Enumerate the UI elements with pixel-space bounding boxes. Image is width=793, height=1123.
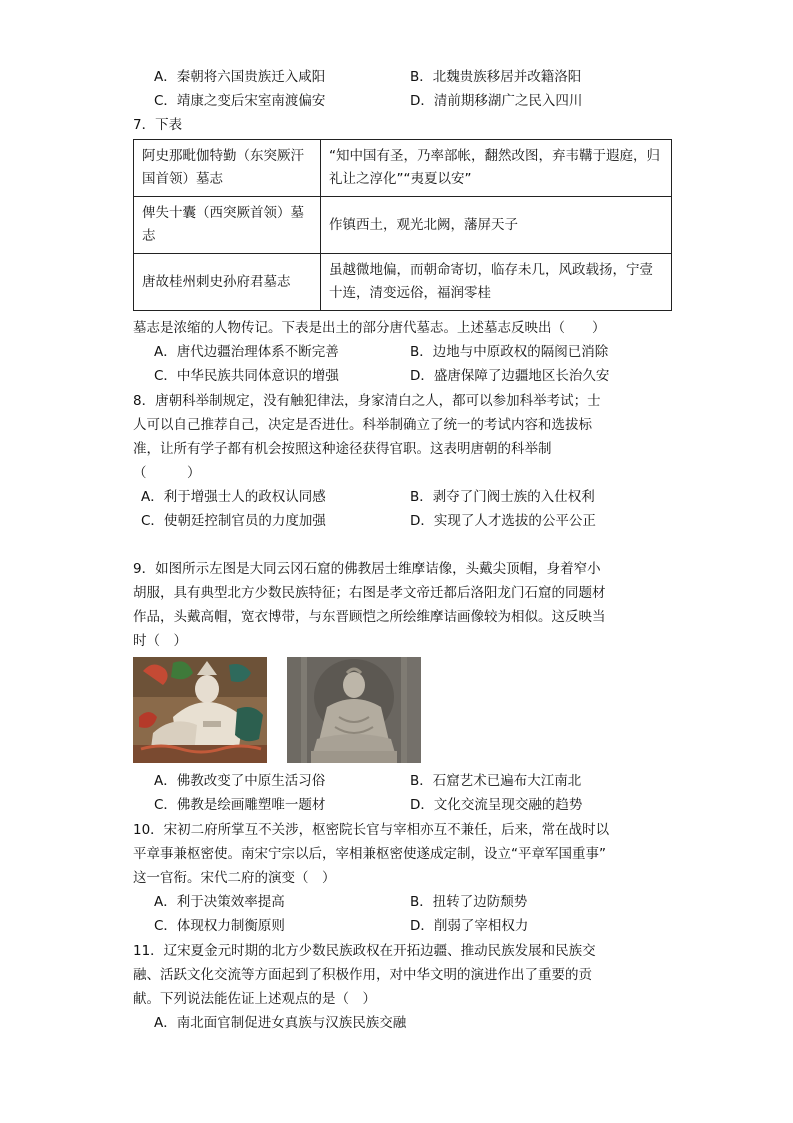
q10-option-b: B．扭转了边防颓势 [410,894,528,910]
q7-stem-top: 7．下表 [133,117,183,133]
table-cell: 俾失十囊（西突厥首领）墓志 [134,197,321,254]
q7-stem-bottom: 墓志是浓缩的人物传记。下表是出土的部分唐代墓志。上述墓志反映出（ ） [133,320,606,336]
table-cell: 作镇西土，观光北阙，藩屏天子 [321,197,672,254]
table-cell: 虽越微地偏，而朝命寄切，临存未几，风政载扬，宁壹十连，清变远俗，福润零桂 [321,254,672,311]
q9-line-2: 胡服，具有典型北方少数民族特征；右图是孝文帝迁都后洛阳龙门石窟的同题材 [133,585,606,601]
q10-line-3: 这一官衔。宋代二府的演变（ ） [133,870,336,886]
q6-option-b: B．北魏贵族移居并改籍洛阳 [410,69,582,85]
q7-option-b: B．边地与中原政权的隔阂已消除 [410,344,609,360]
table-cell: 阿史那毗伽特勤（东突厥汗国首领）墓志 [134,140,321,197]
q9-line-1: 9．如图所示左图是大同云冈石窟的佛教居士维摩诘像，头戴尖顶帽，身着窄小 [133,561,601,577]
q7-table [133,139,672,311]
q8-line-3: 准，让所有学子都有机会按照这种途径获得官职。这表明唐朝的科举制 [133,441,552,457]
yungang-vimalakirti-image [133,657,267,763]
q10-line-1: 10．宋初二府所掌互不关涉，枢密院长官与宰相亦互不兼任，后来，常在战时以 [133,822,610,838]
q8-option-d: D．实现了人才选拔的公平公正 [410,513,596,529]
q7-option-c: C．中华民族共同体意识的增强 [154,368,339,384]
q10-line-2: 平章事兼枢密使。南宋宁宗以后，宰相兼枢密使遂成定制，设立“平章军国重事” [133,846,606,862]
q11-line-2: 融、活跃文化交流等方面起到了积极作用，对中华文明的演进作出了重要的贡 [133,967,592,983]
table-cell: “知中国有圣，乃率部帐，翻然改图，弃韦鞲于遐庭，归礼让之淳化”“夷夏以安” [321,140,672,197]
q10-option-c: C．体现权力制衡原则 [154,918,285,934]
q6-option-a: A．秦朝将六国贵族迁入咸阳 [154,69,326,85]
table-cell: 唐故桂州刺史孙府君墓志 [134,254,321,311]
q10-option-a: A．利于决策效率提高 [154,894,285,910]
table-row [134,254,672,311]
q6-option-c: C．靖康之变后宋室南渡偏安 [154,93,326,109]
q8-option-b: B．剥夺了门阀士族的入仕权利 [410,489,595,505]
q8-option-c: C．使朝廷控制官员的力度加强 [141,513,326,529]
q9-line-3: 作品，头戴高帽，宽衣博带，与东晋顾恺之所绘维摩诘画像较为相似。这反映当 [133,609,606,625]
q8-line-2: 人可以自己推荐自己，决定是否进仕。科举制确立了统一的考试内容和选拔标 [133,417,592,433]
q8-option-a: A．利于增强士人的政权认同感 [141,489,326,505]
q9-option-a: A．佛教改变了中原生活习俗 [154,773,326,789]
table-row [134,140,672,197]
q9-option-b: B．石窟艺术已遍布大江南北 [410,773,582,789]
q9-option-c: C．佛教是绘画雕塑唯一题材 [154,797,326,813]
q8-line-1: 8．唐朝科举制规定，没有触犯律法，身家清白之人，都可以参加科举考试；士 [133,393,601,409]
q7-option-a: A．唐代边疆治理体系不断完善 [154,344,339,360]
q8-answer-blank: （ ） [133,465,201,481]
q6-option-d: D．清前期移湖广之民入四川 [410,93,583,109]
q9-option-d: D．文化交流呈现交融的趋势 [410,797,583,813]
longmen-buddha-image [287,657,421,763]
table-row [134,197,672,254]
q11-option-a: A．南北面官制促进女真族与汉族民族交融 [154,1015,407,1031]
q9-line-4: 时（ ） [133,633,187,649]
q10-option-d: D．削弱了宰相权力 [410,918,529,934]
q11-line-1: 11．辽宋夏金元时期的北方少数民族政权在开拓边疆、推动民族发展和民族交 [133,943,596,959]
q11-line-3: 献。下列说法能佐证上述观点的是（ ） [133,991,376,1007]
q7-option-d: D．盛唐保障了边疆地区长治久安 [410,368,610,384]
